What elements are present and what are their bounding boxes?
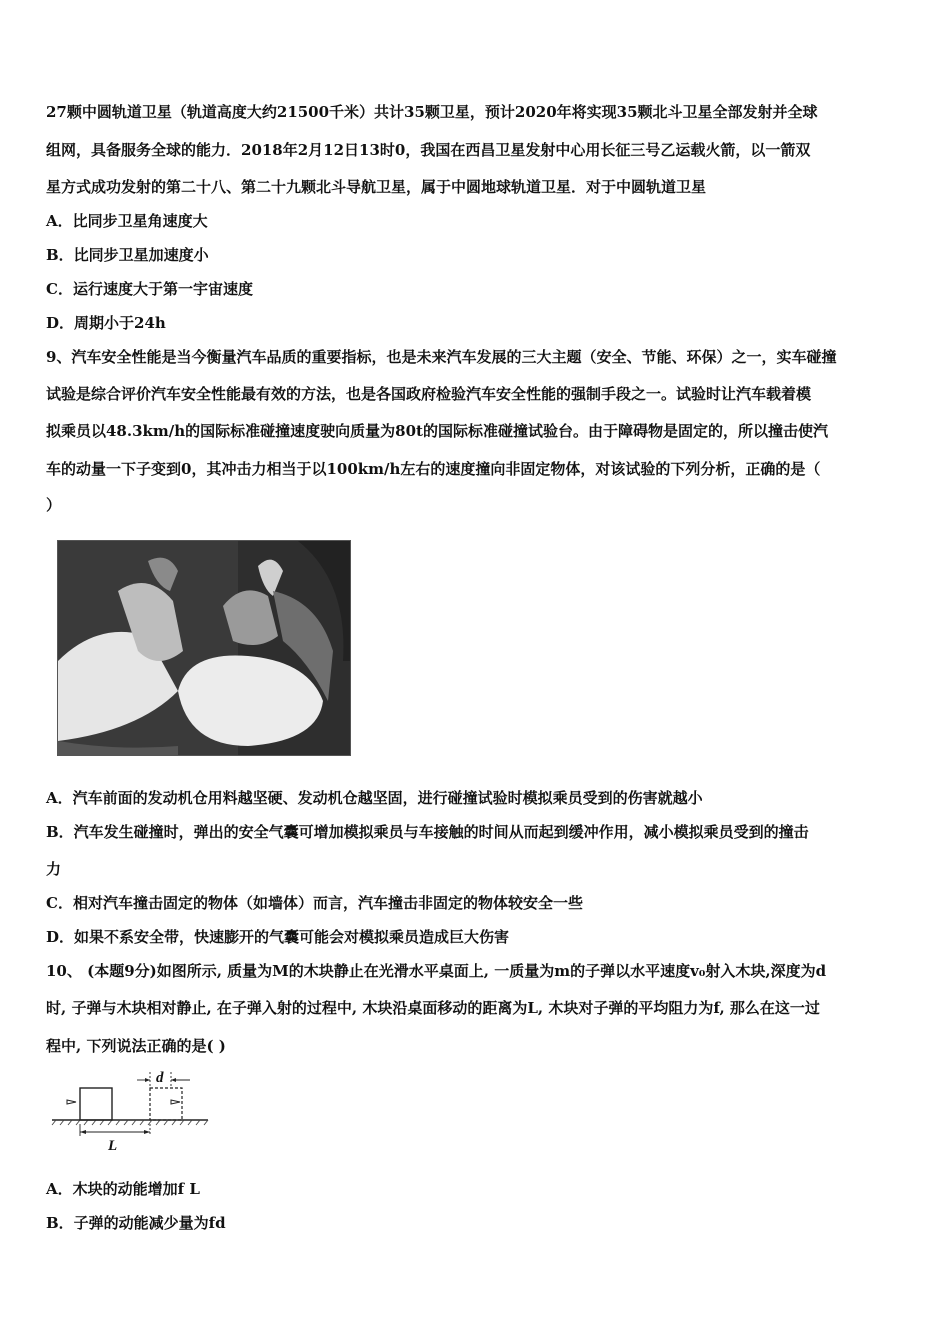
label-d: d bbox=[156, 1070, 164, 1086]
q9-stem-line-2: 试验是综合评价汽车安全性能最有效的方法，也是各国政府检验汽车安全性能的强制手段之一。试验时让汽车载着模 bbox=[46, 385, 812, 403]
crash-test-photo bbox=[57, 540, 351, 756]
q10-stem-line-2: 时, 子弹与木块相对静止, 在子弹入射的过程中, 木块沿桌面移动的距离为L, 木块对子弹的平均阻力为f, 那么在这一过 bbox=[46, 999, 820, 1017]
q10-option-b: B．子弹的动能减少量为fd bbox=[46, 1214, 226, 1232]
bullet-block-diagram bbox=[50, 1068, 210, 1154]
q10-stem-line-1: 10、 (本题9分)如图所示, 质量为M的木块静止在光滑水平桌面上, 一质量为m的子弹以水平速度v₀射入木块,深度为d bbox=[46, 962, 827, 980]
q8-option-a: A．比同步卫星角速度大 bbox=[46, 212, 208, 230]
q8-option-b: B．比同步卫星加速度小 bbox=[46, 246, 209, 264]
q10-option-a: A．木块的动能增加f L bbox=[46, 1180, 200, 1198]
q9-stem-line-4: 车的动量一下子变到0，其冲击力相当于以100km/h左右的速度撞向非固定物体，对该试验的下列分析，正确的是（ bbox=[46, 460, 821, 478]
q9-stem-line-3: 拟乘员以48.3km/h的国际标准碰撞速度驶向质量为80t的国际标准碰撞试验台。由于障碍物是固定的，所以撞击使汽 bbox=[46, 422, 828, 440]
q8-stem-line-1: 27颗中圆轨道卫星（轨道高度大约21500千米）共计35颗卫星，预计2020年将实现35颗北斗卫星全部发射并全球 bbox=[46, 103, 818, 121]
q9-option-b: B．汽车发生碰撞时，弹出的安全气囊可增加模拟乘员与车接触的时间从而起到缓冲作用，减小模拟乘员受到的撞击 bbox=[46, 823, 809, 841]
q9-option-d: D．如果不系安全带，快速膨开的气囊可能会对模拟乘员造成巨大伤害 bbox=[46, 928, 510, 946]
q10-stem-line-3: 程中, 下列说法正确的是( ) bbox=[46, 1037, 226, 1055]
q8-option-c: C．运行速度大于第一宇宙速度 bbox=[46, 280, 253, 298]
q9-option-b-continued: 力 bbox=[46, 860, 62, 878]
label-L: L bbox=[108, 1138, 118, 1154]
q9-option-c: C．相对汽车撞击固定的物体（如墙体）而言，汽车撞击非固定的物体较安全一些 bbox=[46, 894, 583, 912]
q9-stem-line-1: 9、汽车安全性能是当今衡量汽车品质的重要指标，也是未来汽车发展的三大主题（安全、节能、环保）之一，实车碰撞 bbox=[46, 348, 837, 366]
q9-option-a: A．汽车前面的发动机仓用料越坚硬、发动机仓越坚固，进行碰撞试验时模拟乘员受到的伤害就越小 bbox=[46, 789, 703, 807]
q8-option-d: D．周期小于24h bbox=[46, 314, 166, 332]
q9-stem-line-5: ） bbox=[46, 496, 62, 514]
q8-stem-line-2: 组网，具备服务全球的能力．2018年2月12日13时0，我国在西昌卫星发射中心用长征三号乙运载火箭，以一箭双 bbox=[46, 141, 811, 159]
q8-stem-line-3: 星方式成功发射的第二十八、第二十九颗北斗导航卫星，属于中圆地球轨道卫星．对于中圆轨道卫星 bbox=[46, 178, 707, 196]
